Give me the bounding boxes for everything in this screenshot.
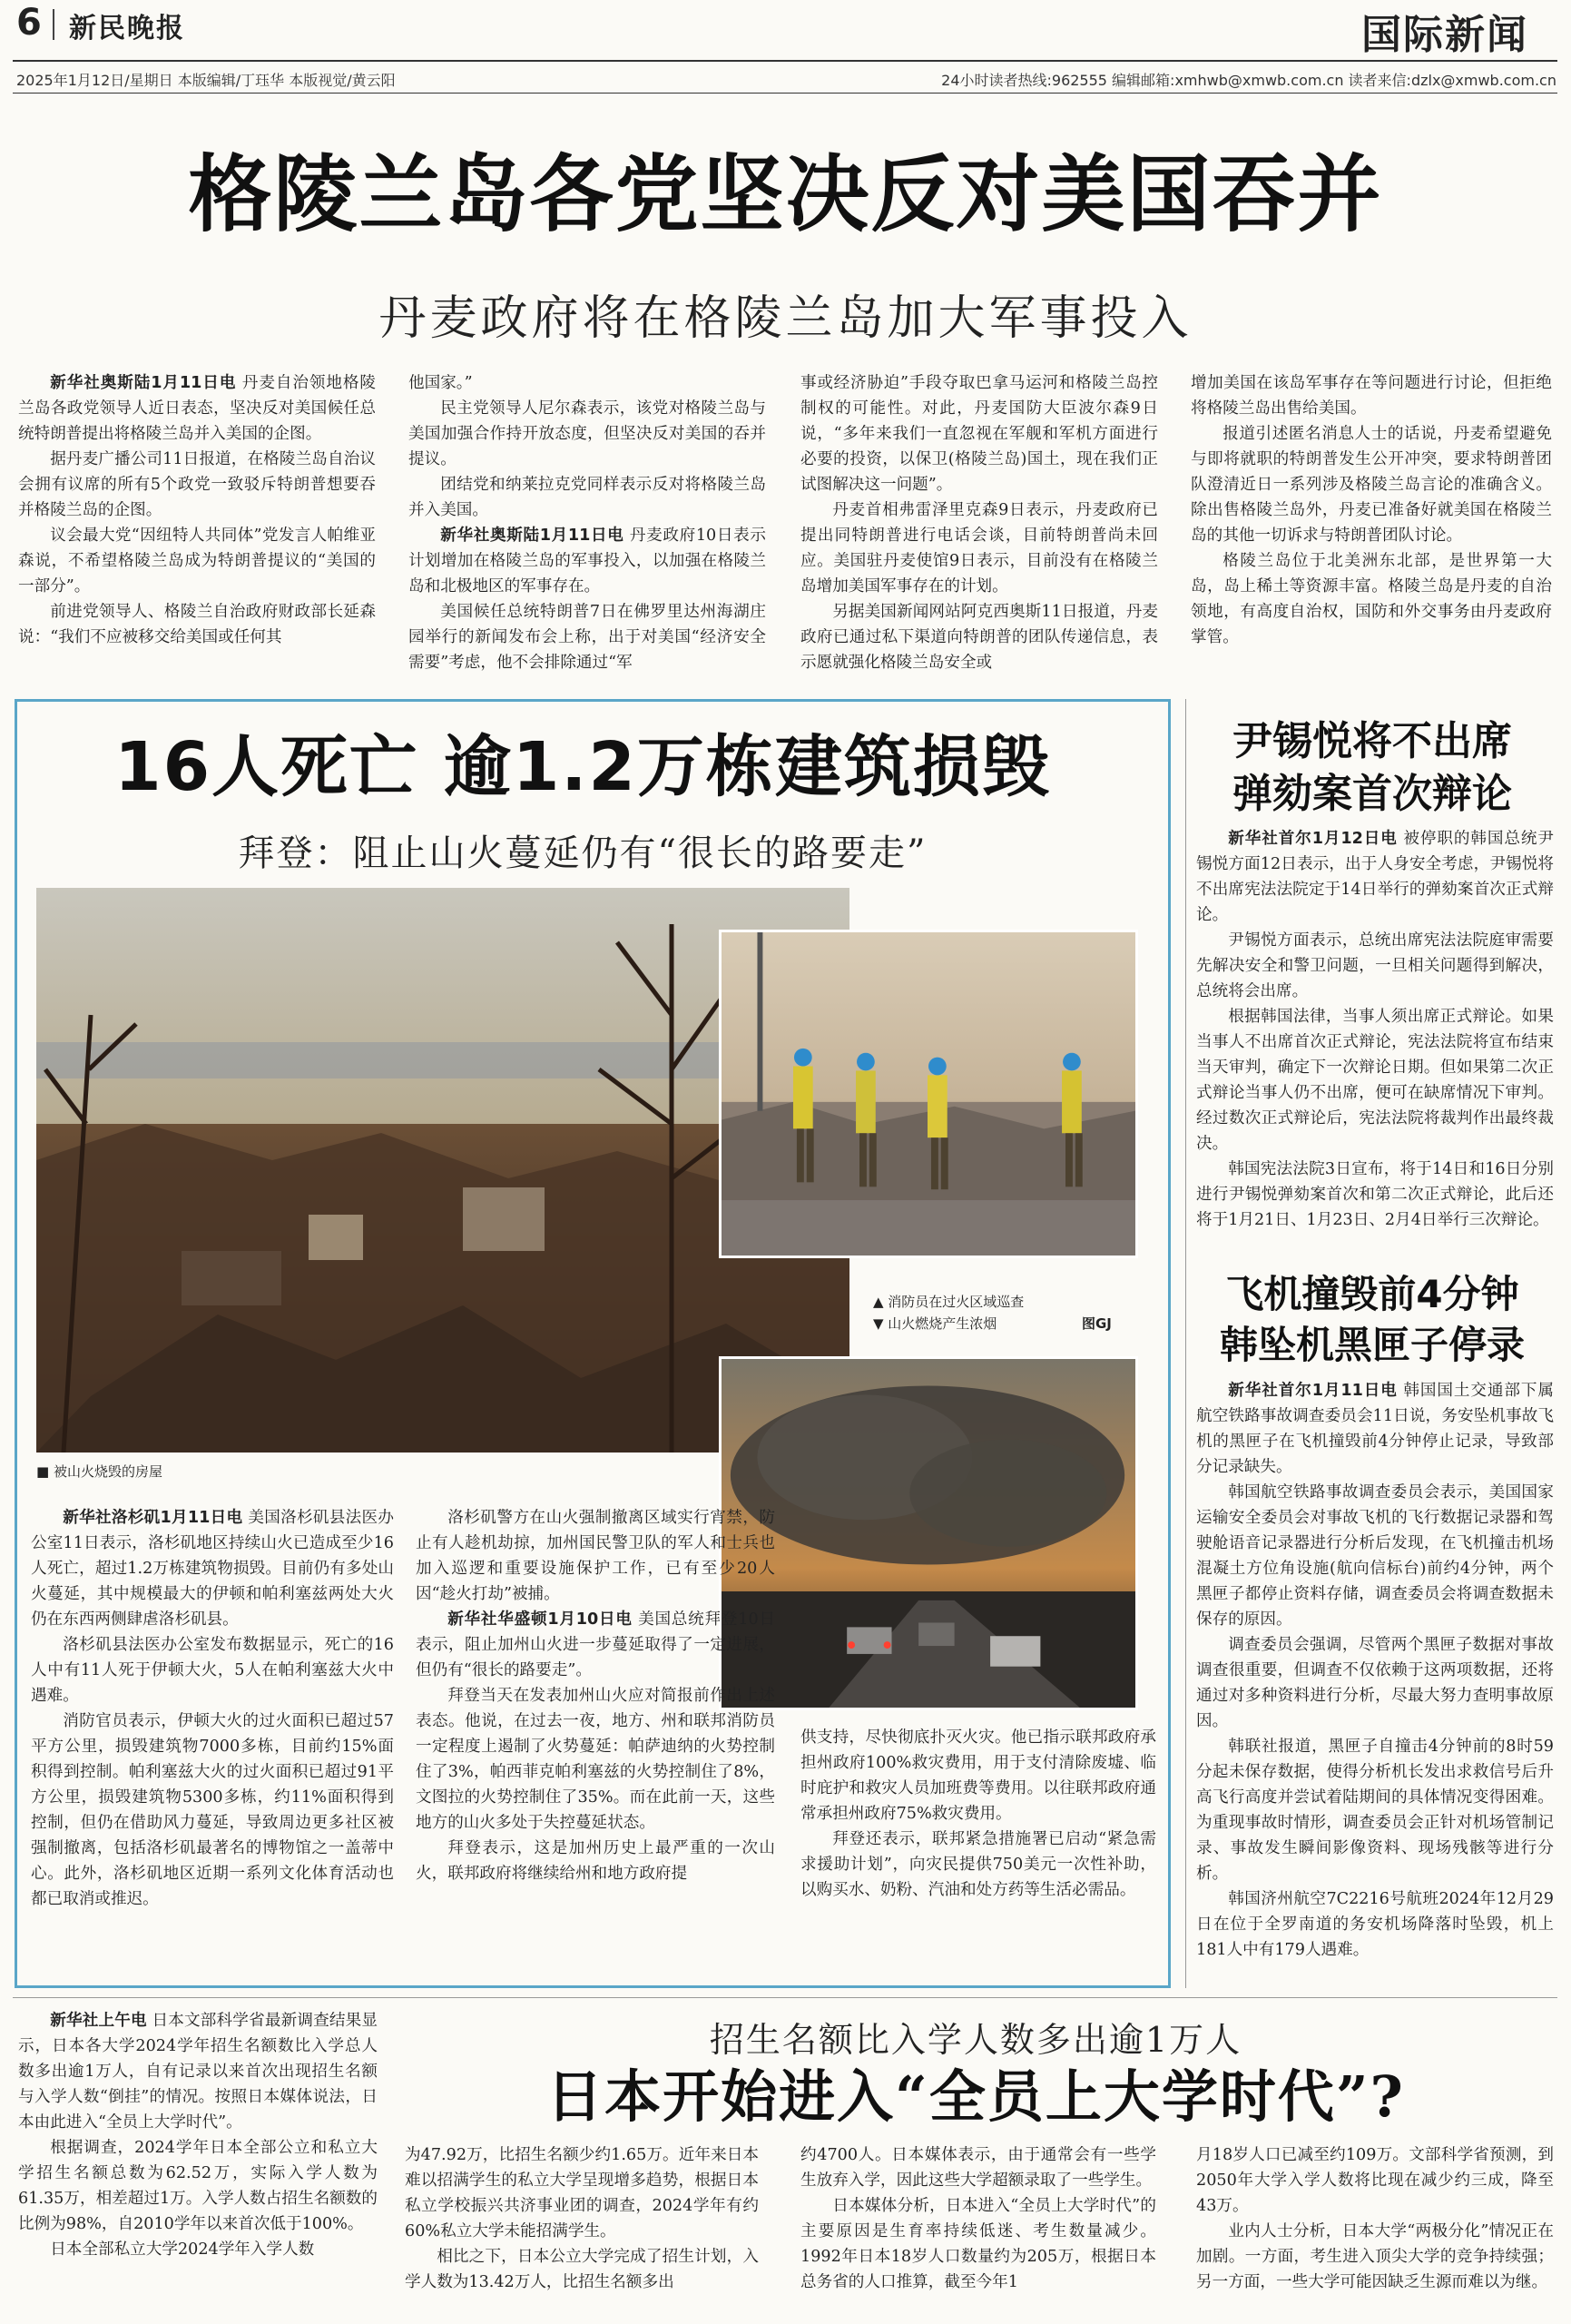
paragraph (18, 599, 376, 650)
paragraph (18, 370, 376, 447)
masthead-rule (13, 60, 1557, 62)
paragraph (1196, 1378, 1554, 1480)
paragraph-text: 韩国航空铁路事故调查委员会表示，美国国家运输安全委员会对事故飞机的飞行数据记录器和驾驶舱语音记录器进行分析后发现，在飞机撞击机场混凝土方位角设施(航向信标台)前约4分钟，两个黑匣子都停止资料存储，调查委员会将调查数据未保存的原因。 (1196, 1483, 1554, 1629)
paragraph (408, 599, 766, 675)
paragraph-text: 尹锡悦方面表示，总统出席宪法法院庭审需要先解决安全和警卫问题，一旦相关问题得到解决，总统将会出席。 (1196, 931, 1554, 1000)
paragraph-text: 美国洛杉矶县法医办公室11日表示，洛杉矶地区持续山火已造成至少16人死亡，超过1.2万栋建筑物损毁。目前仍有多处山火蔓延，其中规模最大的伊顿和帕利塞兹两处大火仍在东西两侧肆虐洛杉矶县。 (31, 1509, 394, 1629)
paragraph-text: 日本媒体分析，日本进入“全员上大学时代”的主要原因是生育率持续低迷、考生数量减少。1992年日本18岁人口数量约为205万，根据日本总务省的人口推算，截至今年1 (800, 2197, 1156, 2291)
photo-smoke (719, 1356, 1138, 1710)
paragraph (800, 2142, 1156, 2193)
contact-line: 24小时读者热线:962555 编辑邮箱:xmhwb@xmwb.com.cn 读者来信:dzlx@xmwb.com.cn (941, 72, 1556, 89)
photo-credit: 图GJ (1082, 1315, 1112, 1332)
paragraph-text: 日本全部私立大学2024学年入学人数 (50, 2240, 315, 2259)
paragraph (1196, 2219, 1554, 2295)
greenland-col-2 (408, 370, 766, 675)
paragraph (1196, 928, 1554, 1004)
subhead-greenland: 丹麦政府将在格陵兰岛加大军事投入 (378, 291, 1193, 346)
paragraph-text: 事或经济胁迫”手段夺取巴拿马运河和格陵兰岛控制权的可能性。对此，丹麦国防大臣波尔森9日说，“多年来我们一直忽视在军舰和军机方面进行必要的投资，以保卫(格陵兰岛)国土，现在我们正试图解决这一问题”。 (800, 374, 1158, 494)
paragraph-text: 格陵兰岛位于北美洲东北部，是世界第一大岛，岛上稀土等资源丰富。格陵兰岛是丹麦的自治领地，有高度自治权，国防和外交事务由丹麦政府掌管。 (1191, 552, 1552, 646)
dateline: 新华社奥斯陆1月11日电 (440, 527, 624, 545)
paragraph (408, 523, 766, 599)
paragraph-text: 供支持，尽快彻底扑灭火灾。他已指示联邦政府承担州政府100%救灾费用，用于支付清除废墟、临时庇护和救灾人员加班费等费用。以往联邦政府通常承担州政府75%救灾费用。 (800, 1728, 1156, 1823)
paragraph-text: 拜登当天在发表加州山火应对简报前作出上述表态。他说，在过去一夜，地方、州和联邦消防员一定程度上遏制了火势蔓延：帕萨迪纳的火势控制住了3%，帕西菲克帕利塞兹的火势控制住了8%，文图拉的火势控制住了35%。而在此前一天，这些地方的山火多处于失控蔓延状态。 (416, 1687, 775, 1832)
paragraph (18, 2135, 378, 2237)
paragraph (1196, 1734, 1554, 1886)
paragraph-text: 议会最大党“因纽特人共同体”党发言人帕维亚森说，不希望格陵兰岛成为特朗普提议的“美国的一部分”。 (18, 527, 376, 596)
paragraph-text: 为47.92万，比招生名额少约1.65万。近年来日本难以招满学生的私立大学呈现增多趋势，根据日本私立学校振兴共济事业团的调查，2024学年有约60%私立大学未能招满学生。 (405, 2146, 759, 2240)
crash-body (1196, 1378, 1554, 1988)
paragraph (416, 1607, 775, 1683)
paragraph-text: 丹麦自治领地格陵兰岛各政党领导人近日表态，坚决反对美国候任总统特朗普提出将格陵兰岛并入美国的企图。 (18, 374, 376, 443)
paragraph (408, 396, 766, 472)
paragraph (405, 2244, 759, 2295)
paragraph-text: 约4700人。日本媒体表示，由于通常会有一些学生放弃入学，因此这些大学超额录取了一些学生。 (800, 2146, 1156, 2190)
greenland-col-1 (18, 370, 376, 675)
kicker-japan: 招生名额比入学人数多出逾1万人 (709, 2020, 1242, 2060)
paragraph (18, 447, 376, 523)
caption-smoke: ▼ 山火燃烧产生浓烟 (873, 1315, 997, 1332)
dateline: 新华社华盛顿1月10日电 (447, 1610, 633, 1629)
wildfire-col-3 (800, 1725, 1156, 1979)
paragraph-text: 丹麦首相弗雷泽里克森9日表示，丹麦政府已提出同特朗普进行电话会谈，目前特朗普尚未回应。美国驻丹麦使馆9日表示，目前没有在格陵兰岛增加美国军事存在的计划。 (800, 501, 1158, 596)
paragraph (18, 2008, 378, 2135)
headline-yoon-2: 弹劾案首次辩论 (1232, 771, 1512, 817)
paragraph (800, 1725, 1156, 1827)
paragraph-text: 相比之下，日本公立大学完成了招生计划，入学人数为13.42万人，比招生名额多出 (405, 2248, 759, 2291)
paragraph-text: 他国家。” (408, 374, 473, 392)
japan-col-4 (1196, 2142, 1554, 2320)
right-column-divider (1185, 699, 1186, 1988)
paragraph (800, 370, 1158, 497)
paragraph-text: 洛杉矶县法医办公室发布数据显示，死亡的16人中有11人死于伊顿大火，5人在帕利塞兹大火中遇难。 (31, 1636, 394, 1705)
greenland-col-4 (1191, 370, 1552, 675)
paragraph (31, 1632, 394, 1709)
paragraph-text: 另据美国新闻网站阿克西奥斯11日报道，丹麦政府已通过私下渠道向特朗普的团队传递信息，表示愿就强化格陵兰岛安全或 (800, 603, 1158, 672)
paragraph (408, 472, 766, 523)
dateline: 新华社上午电 (50, 2012, 147, 2030)
photo-firefighters (719, 930, 1138, 1258)
paragraph-text: 调查委员会强调，尽管两个黑匣子数据对事故调查很重要，但调查不仅依赖于这两项数据，还将通过对多种资料进行分析，尽最大努力查明事故原因。 (1196, 1636, 1554, 1730)
paragraph-text: 民主党领导人尼尔森表示，该党对格陵兰岛与美国加强合作持开放态度，但坚决反对美国的吞并提议。 (408, 399, 766, 468)
caption-firefighters: ▲ 消防员在过火区域巡查 (873, 1294, 1025, 1310)
headline-crash-2: 韩坠机黑匣子停录 (1219, 1323, 1525, 1367)
paragraph (1191, 370, 1552, 421)
dateline: 新华社首尔1月11日电 (1228, 1382, 1398, 1400)
paragraph (800, 599, 1158, 675)
masthead-divider (53, 9, 54, 40)
paragraph (1196, 1480, 1554, 1632)
paragraph (1191, 421, 1552, 548)
bottom-section-rule (13, 1997, 1557, 1998)
japan-col-3 (800, 2142, 1156, 2320)
paragraph-text: 韩国国土交通部下属航空铁路事故调查委员会11日说，务安坠机事故飞机的黑匣子在飞机撞毁前4分钟停止记录，导致部分记录缺失。 (1196, 1382, 1554, 1476)
headline-yoon-1: 尹锡悦将不出席 (1232, 718, 1512, 764)
headline-japan: 日本开始进入“全员上大学时代”? (546, 2063, 1405, 2130)
paragraph (1196, 1886, 1554, 1963)
paragraph (1196, 1004, 1554, 1157)
paragraph-text: 美国候任总统特朗普7日在佛罗里达州海湖庄园举行的新闻发布会上称，出于对美国“经济安全需要”考虑，他不会排除通过“军 (408, 603, 766, 672)
paragraph-text: 增加美国在该岛军事存在等问题进行讨论，但拒绝将格陵兰岛出售给美国。 (1191, 374, 1552, 418)
paragraph (416, 1836, 775, 1886)
dateline: 新华社首尔1月12日电 (1228, 830, 1398, 848)
paragraph-text: 报道引述匿名消息人士的话说，丹麦希望避免与即将就职的特朗普发生公开冲突，要求特朗普团队澄清近日一系列涉及格陵兰岛言论的准确含义。除出售格陵兰岛外，丹麦已准备好就美国在格陵兰岛的其他一切诉求与特朗普团队讨论。 (1191, 425, 1552, 545)
paragraph-text: 消防官员表示，伊顿大火的过火面积已超过57平方公里，损毁建筑物7000多栋，目前约15%面积得到控制。帕利塞兹大火的过火面积已超过91平方公里，损毁建筑物5300多栋，约11%面积得到控制，但仍在借助风力蔓延，导致周边更多社区被强制撤离，包括洛杉矶最著名的博物馆之一盖蒂中心。此外，洛杉矶地区近期一系列文化体育活动也都已取消或推迟。 (31, 1712, 394, 1908)
headline-greenland: 格陵兰岛各党坚决反对美国吞并 (188, 146, 1383, 243)
paragraph (31, 1709, 394, 1912)
subhead-wildfire: 拜登：阻止山火蔓延仍有“很长的路要走” (238, 832, 928, 874)
dateline: 新华社奥斯陆1月11日电 (50, 374, 237, 392)
paragraph-text: 洛杉矶警方在山火强制撤离区域实行宵禁，防止有人趁机劫掠，加州国民警卫队的军人和士兵也加入巡逻和重要设施保护工作，已有至少20人因“趁火打劫”被捕。 (416, 1509, 775, 1603)
caption-burned-houses: ■ 被山火烧毁的房屋 (36, 1463, 162, 1480)
paragraph (416, 1683, 775, 1836)
paragraph (1196, 1632, 1554, 1734)
paragraph-text: 前进党领导人、格陵兰自治政府财政部长延森说：“我们不应被移交给美国或任何其 (18, 603, 376, 646)
paragraph-text: 韩国济州航空7C2216号航班2024年12月29日在位于全罗南道的务安机场降落时坠毁，机上181人中有179人遇难。 (1196, 1890, 1554, 1959)
paragraph-text: 根据调查，2024学年日本全部公立和私立大学招生名额总数为62.52万，实际入学人数为61.35万，相差超过1万。入学人数占招生名额数的比例为98%，自2010学年以来首次低于100%。 (18, 2139, 378, 2233)
paragraph-text: 被停职的韩国总统尹锡悦方面12日表示，出于人身安全考虑，尹锡悦将不出席宪法法院定于14日举行的弹劾案首次正式辩论。 (1196, 830, 1554, 924)
wildfire-col-1 (31, 1505, 394, 1977)
wildfire-col-2 (416, 1505, 775, 1977)
paragraph (416, 1505, 775, 1607)
headline-wildfire: 16人死亡 逾1.2万栋建筑损毁 (114, 728, 1051, 806)
paragraph-text: 韩国宪法法院3日宣布，将于14日和16日分别进行尹锡悦弹劾案首次和第二次正式辩论，此后还将于1月21日、1月23日、2月4日举行三次辩论。 (1196, 1160, 1554, 1229)
paper-name: 新民晚报 (69, 13, 185, 44)
paragraph-text: 业内人士分析，日本大学“两极分化”情况正在加剧。一方面，考生进入顶尖大学的竞争持续强；另一方面，一些大学可能因缺乏生源而难以为继。 (1196, 2222, 1554, 2291)
paragraph (800, 497, 1158, 599)
paragraph-text: 韩联社报道，黑匣子自撞击4分钟前的8时59分起未保存数据，使得分析机长发出求救信号后升高飞行高度并尝试着陆期间的具体情况变得困难。为重现事故时情形，调查委员会正针对机场管制记录、事故发生瞬间影像资料、现场残骸等进行分析。 (1196, 1738, 1554, 1883)
greenland-col-3 (800, 370, 1158, 675)
paragraph-text: 据丹麦广播公司11日报道，在格陵兰岛自治议会拥有议席的所有5个政党一致驳斥特朗普想要吞并格陵兰岛的企图。 (18, 450, 376, 519)
paragraph-text: 拜登还表示，联邦紧急措施署已启动“紧急需求援助计划”，向灾民提供750美元一次性补助，以购买水、奶粉、汽油和处方药等生活必需品。 (800, 1830, 1156, 1899)
japan-col-1 (18, 2008, 378, 2317)
headline-crash-1: 飞机撞毁前4分钟 (1225, 1272, 1519, 1316)
paragraph-text: 日本文部科学省最新调查结果显示，日本各大学2024学年招生名额数比入学总人数多出逾1万人，自有记录以来首次出现招生名额与入学人数“倒挂”的情况。按照日本媒体说法，日本由此进入“全员上大学时代”。 (18, 2012, 378, 2132)
dateline: 新华社洛杉矶1月11日电 (63, 1509, 243, 1527)
paragraph (1191, 548, 1552, 650)
masthead-rule-thin (13, 93, 1557, 94)
paragraph (1196, 1157, 1554, 1233)
section-name: 国际新闻 (1361, 12, 1528, 58)
paragraph (1196, 2142, 1554, 2219)
yoon-body (1196, 826, 1554, 1247)
paragraph (800, 1827, 1156, 1903)
paragraph (18, 2237, 378, 2262)
paragraph (1196, 826, 1554, 928)
date-line: 2025年1月12日/星期日 本版编辑/丁珏华 本版视觉/黄云阳 (16, 72, 396, 89)
paragraph (800, 2193, 1156, 2295)
paragraph (408, 370, 766, 396)
paragraph-text: 拜登表示，这是加州历史上最严重的一次山火，联邦政府将继续给州和地方政府提 (416, 1839, 775, 1883)
paragraph (405, 2142, 759, 2244)
paragraph-text: 团结党和纳莱拉克党同样表示反对将格陵兰岛并入美国。 (408, 476, 766, 519)
paragraph-text: 丹麦政府10日表示计划增加在格陵兰岛的军事投入，以加强在格陵兰岛和北极地区的军事存在。 (408, 527, 766, 596)
page-number: 6 (16, 2, 42, 44)
paragraph-text: 根据韩国法律，当事人须出席正式辩论。如果当事人不出席首次正式辩论，宪法法院将宣布结束当天审判，确定下一次辩论日期。但如果第二次正式辩论当事人仍不出席，便可在缺席情况下审判。经过数次正式辩论后，宪法法院将裁判作出最终裁决。 (1196, 1008, 1554, 1153)
paragraph (31, 1505, 394, 1632)
paragraph-text: 月18岁人口已减至约109万。文部科学省预测，到2050年大学入学人数将比现在减少约三成，降至43万。 (1196, 2146, 1554, 2215)
japan-col-2 (405, 2142, 759, 2320)
paragraph (18, 523, 376, 599)
paragraph-text: 美国总统拜登10日表示，阻止加州山火进一步蔓延取得了一定进展，但仍有“很长的路要走”。 (416, 1610, 775, 1679)
